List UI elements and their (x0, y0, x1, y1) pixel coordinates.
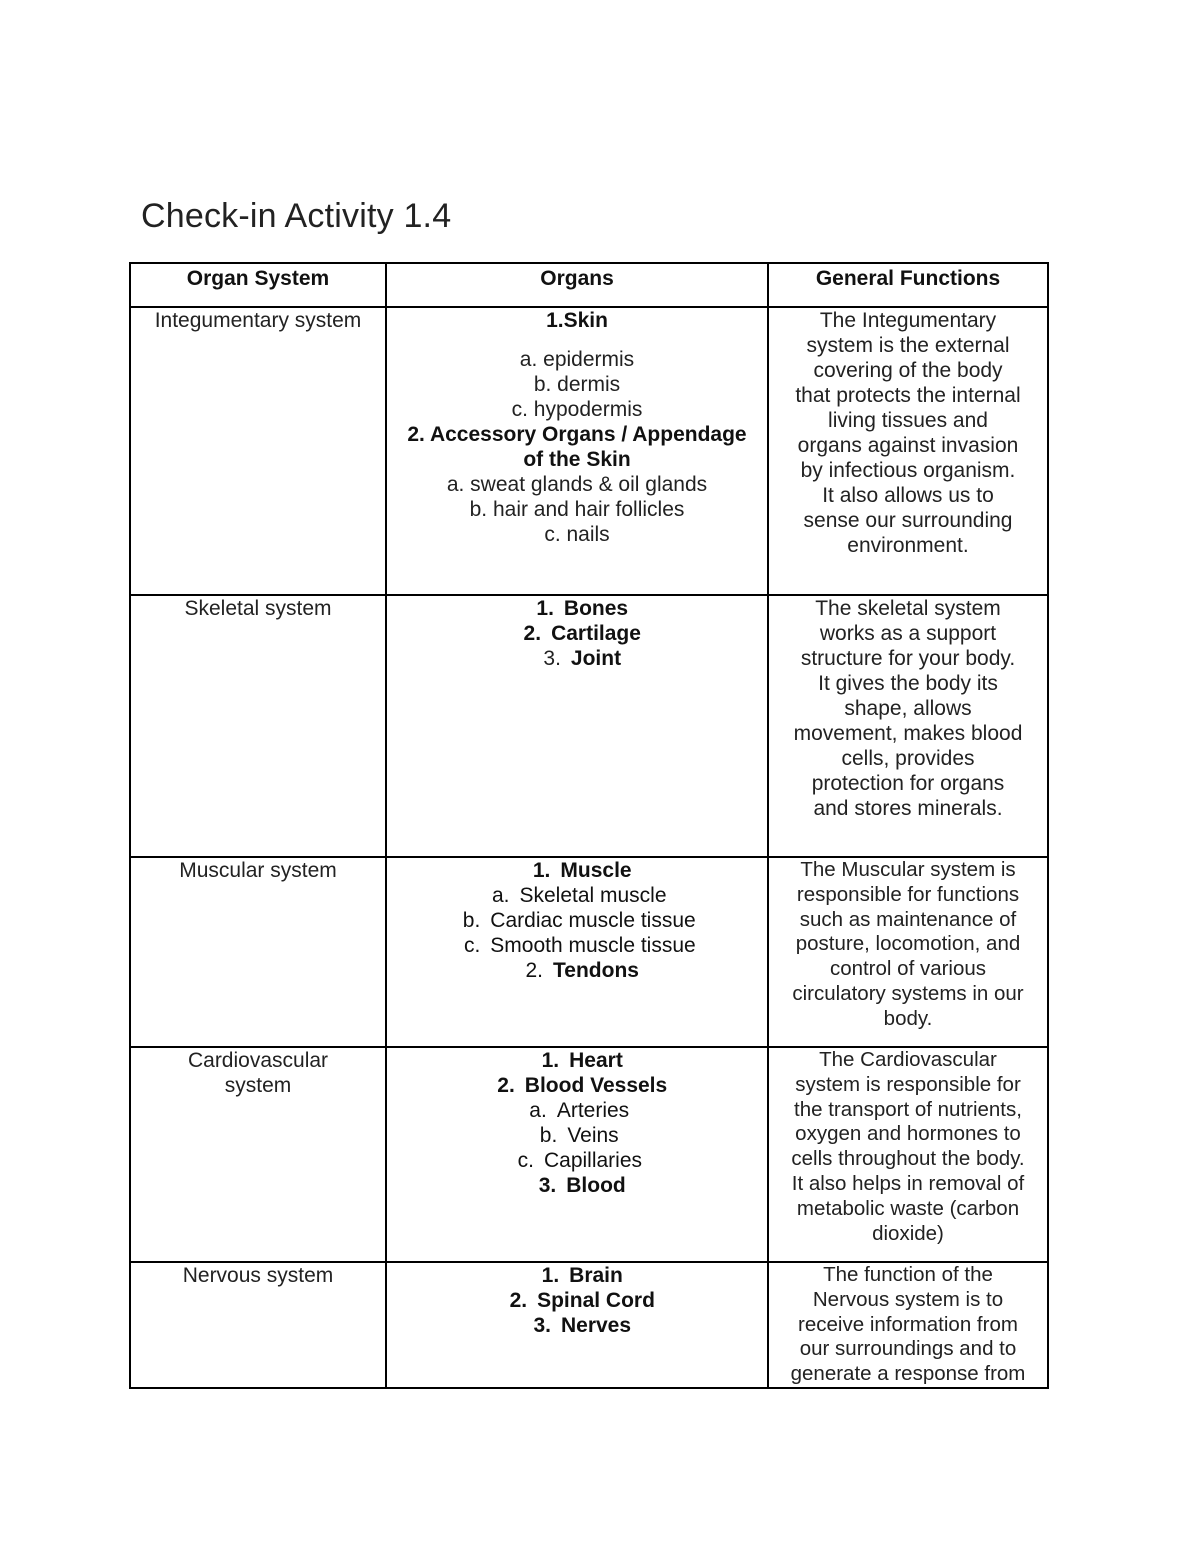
organ-item: 2. Cartilage (523, 622, 641, 645)
system-name: Skeletal system (184, 597, 332, 620)
table-header-row (130, 263, 1048, 307)
function-line: system is the external (806, 334, 1010, 357)
function-line: our surroundings and to (799, 1337, 1017, 1361)
organ-subitem: a. Arteries (529, 1099, 630, 1122)
table-row (130, 595, 1048, 857)
function-line: sense our surrounding (803, 509, 1013, 532)
function-line: The function of the (823, 1263, 993, 1286)
organ-systems-table (129, 262, 1049, 1389)
functions-cell (768, 1047, 1048, 1262)
organ-item: 3. Nerves (533, 1314, 632, 1337)
function-line: The skeletal system (815, 597, 1001, 620)
organs-cell (386, 307, 768, 595)
system-cell (130, 595, 386, 857)
function-line: structure for your body. (800, 647, 1016, 670)
function-line: such as maintenance of (799, 907, 1017, 931)
organ-item: of the Skin (523, 448, 631, 471)
functions-cell (768, 1262, 1048, 1388)
header-organs: Organs (386, 263, 768, 307)
organ-item: 2. Accessory Organs / Appendage (407, 423, 747, 446)
function-line: The Muscular system is (800, 858, 1016, 881)
function-line: system is responsible for (795, 1072, 1021, 1096)
system-cell (130, 1047, 386, 1262)
function-line: environment. (847, 534, 969, 557)
function-line: dioxide) (872, 1221, 944, 1245)
functions-cell (768, 595, 1048, 857)
organ-item: 3. Blood (538, 1174, 626, 1197)
organ-subitem: a. Skeletal muscle (491, 884, 667, 907)
table-row (130, 1262, 1048, 1388)
organs-cell (386, 857, 768, 1047)
system-name: Nervous system (182, 1264, 334, 1287)
organ-item: 1. Bones (536, 597, 629, 620)
function-line: works as a support (819, 622, 997, 645)
system-name: Muscular system (179, 859, 337, 882)
function-line: and stores minerals. (813, 797, 1003, 820)
function-line: posture, locomotion, and (795, 932, 1021, 956)
organ-item: 2. Spinal Cord (509, 1289, 655, 1312)
system-cell (130, 307, 386, 595)
function-line: shape, allows (844, 697, 972, 720)
function-line: cells, provides (841, 747, 975, 770)
organ-item: 1. Muscle (532, 859, 632, 882)
organ-item: 1. Brain (541, 1264, 623, 1287)
table-row (130, 307, 1048, 595)
function-line: metabolic waste (carbon (796, 1196, 1020, 1220)
function-line: movement, makes blood (793, 722, 1023, 745)
function-line: Nervous system is to (812, 1287, 1004, 1311)
function-line: responsible for functions (796, 882, 1020, 906)
header-organ-system: Organ System (130, 263, 386, 307)
organ-item: 1. Heart (541, 1049, 623, 1072)
functions-cell (768, 307, 1048, 595)
function-line: that protects the internal (795, 384, 1021, 407)
table-row (130, 857, 1048, 1047)
function-line: protection for organs (811, 772, 1005, 795)
function-line: the transport of nutrients, (794, 1097, 1022, 1121)
organ-item: 2. Blood Vessels (497, 1074, 668, 1097)
page-title: Check-in Activity 1.4 (141, 197, 452, 235)
system-cell (130, 1262, 386, 1388)
function-line: The Cardiovascular (819, 1048, 997, 1071)
system-name: system (224, 1074, 292, 1097)
function-line: oxygen and hormones to (795, 1122, 1021, 1146)
table-row (130, 1047, 1048, 1262)
function-line: body. (883, 1006, 933, 1030)
function-line: circulatory systems in our (792, 981, 1024, 1005)
organ-item: 2. Tendons (525, 959, 639, 982)
functions-cell (768, 857, 1048, 1047)
system-name: Cardiovascular (187, 1049, 329, 1072)
organ-subitem: b. dermis (533, 373, 621, 396)
system-name: Integumentary system (154, 309, 362, 332)
header-general-functions: General Functions (768, 263, 1048, 307)
organ-subitem: c. Capillaries (517, 1149, 643, 1172)
system-cell (130, 857, 386, 1047)
organs-cell (386, 1047, 768, 1262)
organ-item: 3. Joint (543, 647, 622, 670)
organ-subitem: a. sweat glands & oil glands (446, 473, 708, 496)
function-line: living tissues and (828, 409, 988, 432)
organ-subitem: c. Smooth muscle tissue (463, 934, 696, 957)
function-line: It also allows us to (822, 484, 994, 507)
function-line: control of various (829, 957, 987, 981)
function-line: It gives the body its (818, 672, 998, 695)
organ-item: 1.Skin (546, 309, 608, 332)
function-line: generate a response from (790, 1362, 1026, 1386)
organ-subitem: c. hypodermis (511, 398, 643, 421)
organ-subitem: b. Veins (539, 1124, 619, 1147)
organ-subitem: a. epidermis (519, 348, 635, 371)
function-line: The Integumentary (819, 309, 997, 332)
organ-subitem: b. hair and hair follicles (469, 498, 685, 521)
function-line: cells throughout the body. (791, 1147, 1025, 1171)
function-line: It also helps in removal of (791, 1171, 1025, 1195)
organ-subitem: c. nails (544, 523, 610, 546)
function-line: by infectious organism. (800, 459, 1016, 482)
organs-cell (386, 595, 768, 857)
function-line: receive information from (798, 1312, 1018, 1336)
function-line: organs against invasion (797, 434, 1019, 457)
function-line: covering of the body (813, 359, 1003, 382)
organs-cell (386, 1262, 768, 1388)
organ-subitem: b. Cardiac muscle tissue (462, 909, 696, 932)
